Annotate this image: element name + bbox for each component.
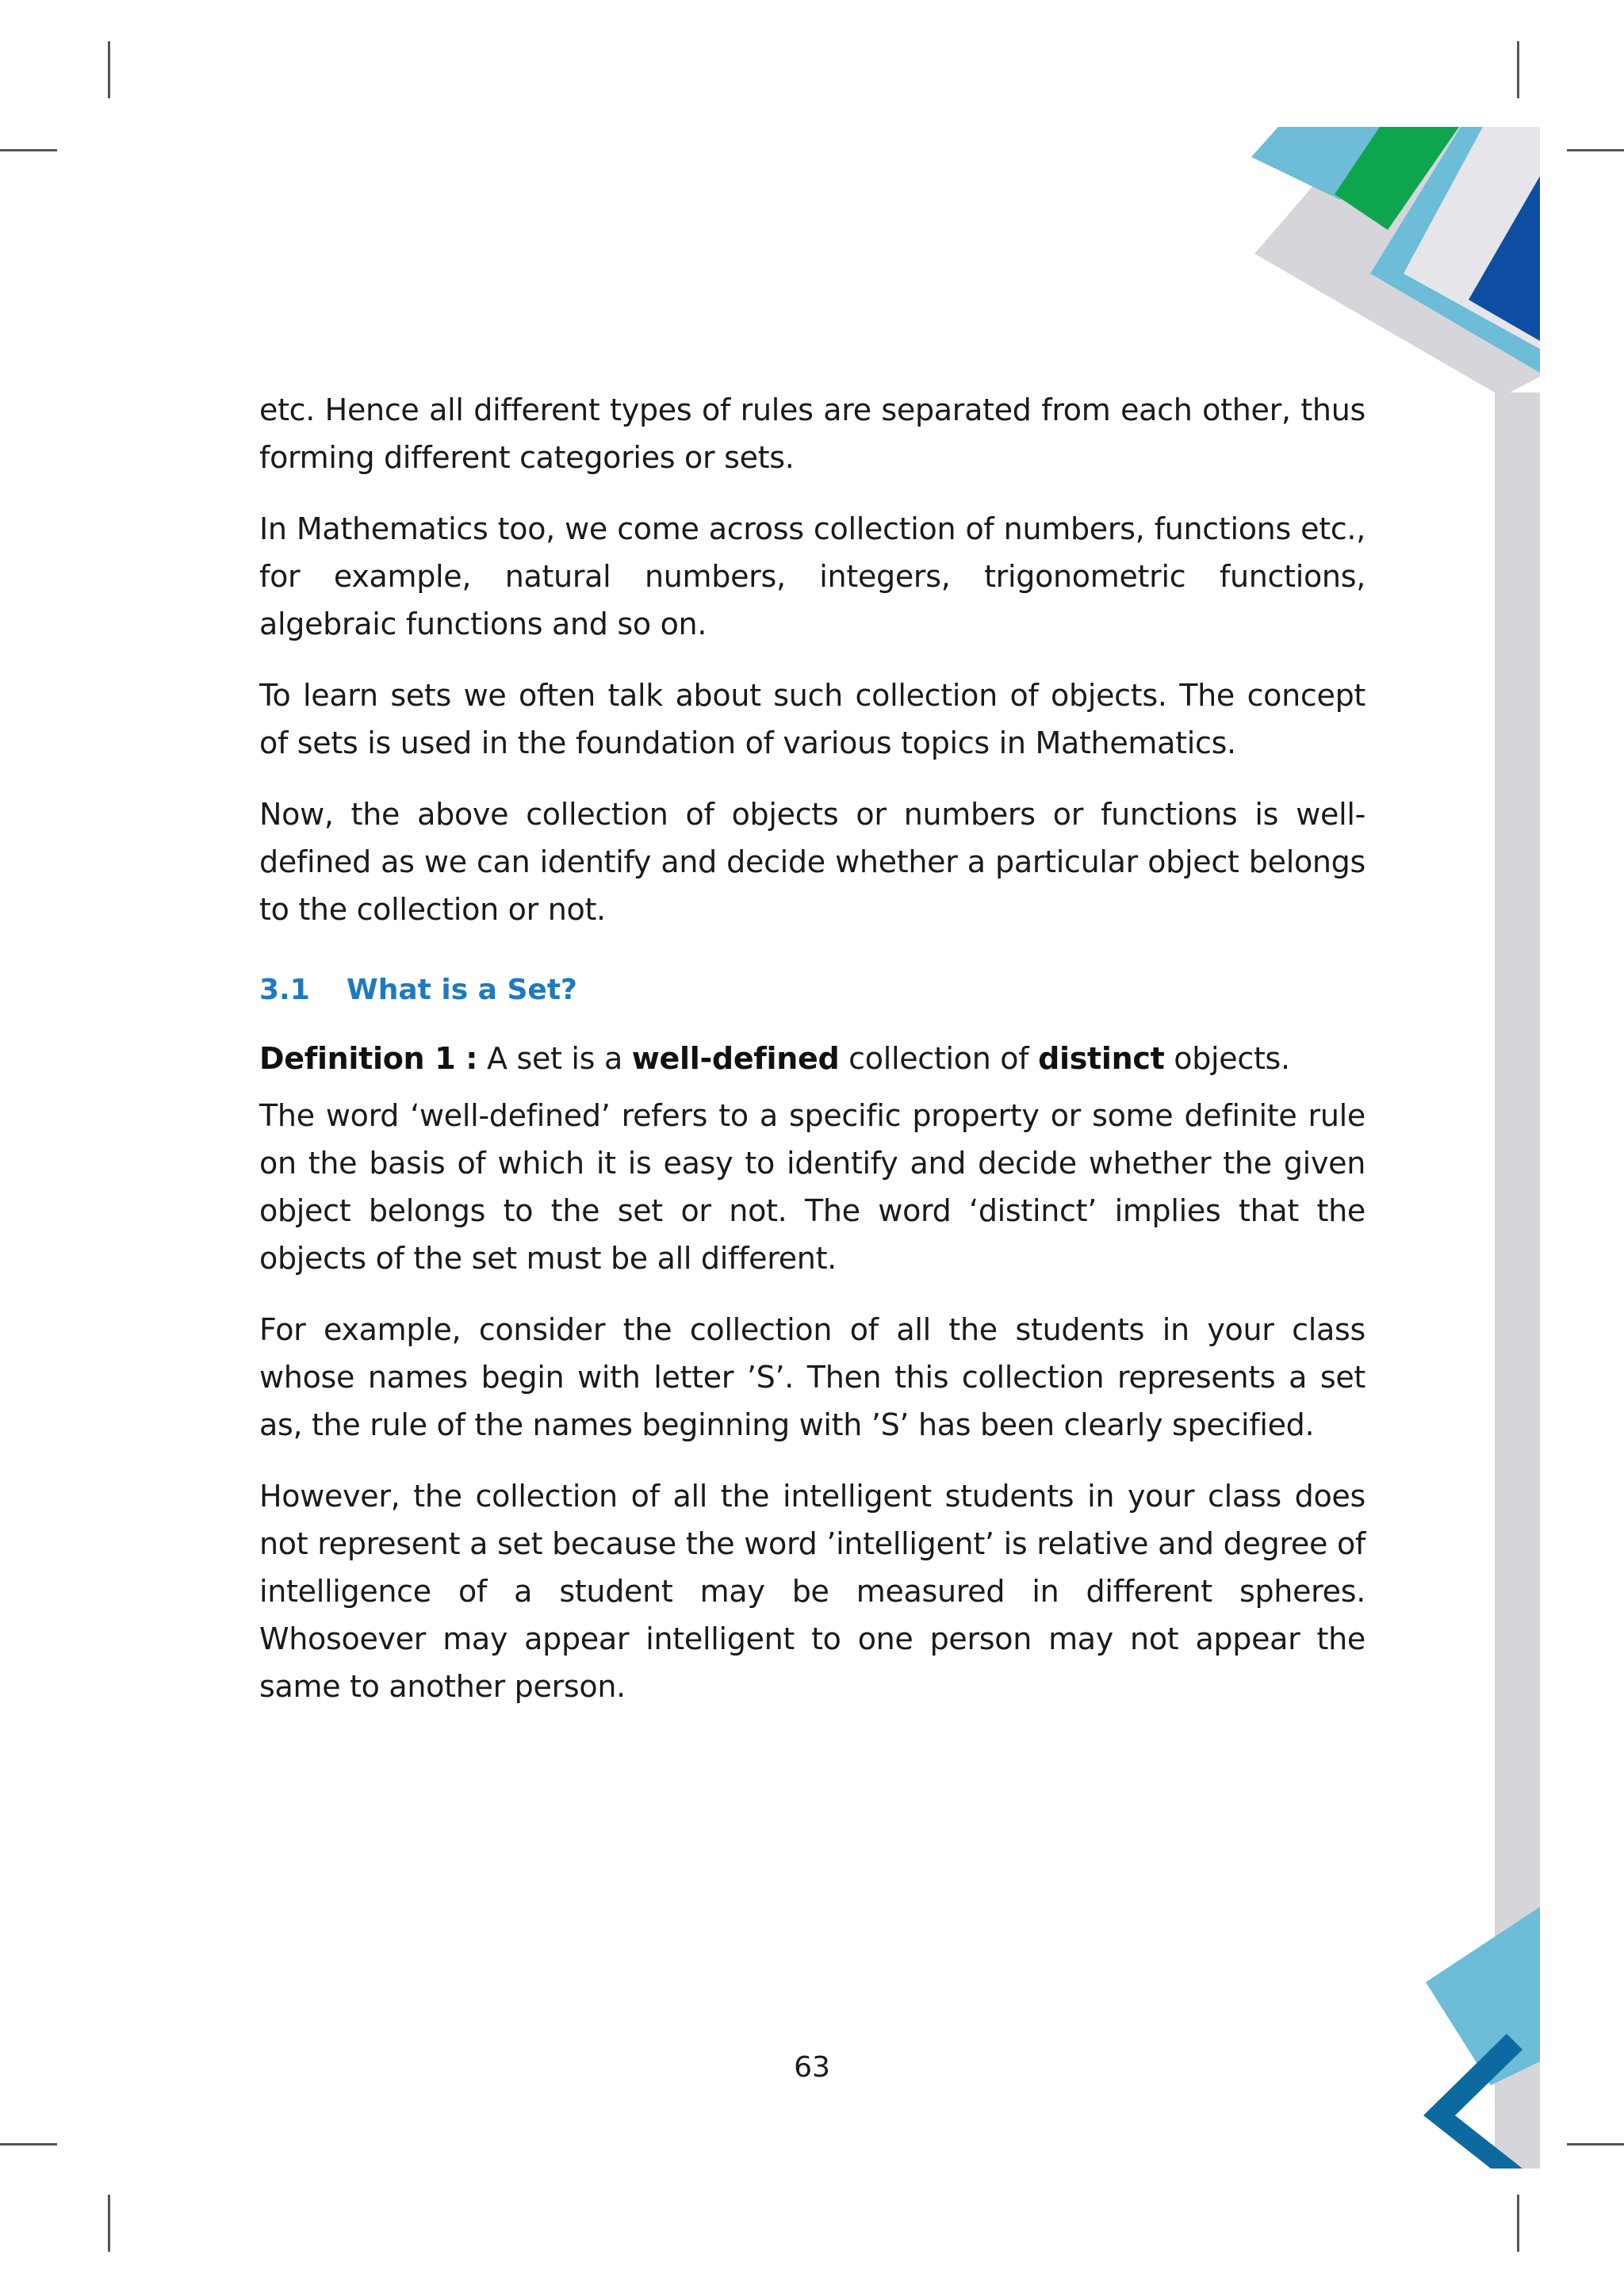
definition-text-3: objects. (1164, 1041, 1290, 1076)
section-number: 3.1 (259, 974, 310, 1006)
paragraph-7: However, the collection of all the intelligent students in your class does not represent a set because the word ’intelligent’ is relative and degree of intelligence of a student may be measured in different spheres. Whosoever may appear intelligent to one person may not appear the same to another person. (259, 1479, 1365, 1704)
definition-text-2: collection of (839, 1041, 1039, 1076)
paragraph-5: The word ‘well-defined’ refers to a specific property or some definite rule on the basis of which it is easy to identify and decide whether the given object belongs to the set or not. The word ‘distinct’ implies that the objects of the set must be all different. (259, 1098, 1365, 1276)
section-title: What is a Set? (347, 974, 577, 1006)
definition-term-distinct: distinct (1038, 1041, 1165, 1076)
page-number: 63 (794, 2051, 830, 2084)
definition-label: Definition 1 : (259, 1041, 478, 1076)
page-content (259, 386, 1365, 1734)
definition (259, 1035, 1365, 1082)
section-heading (259, 967, 1365, 1014)
paragraph-2: In Mathematics too, we come across collection of numbers, functions etc., for example, natural numbers, integers, trigonometric functions, algebraic functions and so on. (259, 511, 1365, 641)
paragraph-3: To learn sets we often talk about such collection of objects. The concept of sets is used in the foundation of various topics in Mathematics. (259, 678, 1365, 760)
paragraph-1: etc. Hence all different types of rules are separated from each other, thus forming different categories or sets. (259, 392, 1365, 475)
side-band (1495, 392, 1540, 2169)
definition-text-1: A set is a (477, 1041, 632, 1076)
paragraph-4: Now, the above collection of objects or numbers or functions is well-defined as we can identify and decide whether a particular object belongs to the collection or not. (259, 797, 1365, 927)
paragraph-6: For example, consider the collection of all the students in your class whose names begin with letter ’S’. Then this collection represents a set as, the rule of the names beginning with ’S’ has been clearly specified. (259, 1312, 1365, 1442)
definition-term-well-defined: well-defined (631, 1041, 840, 1076)
